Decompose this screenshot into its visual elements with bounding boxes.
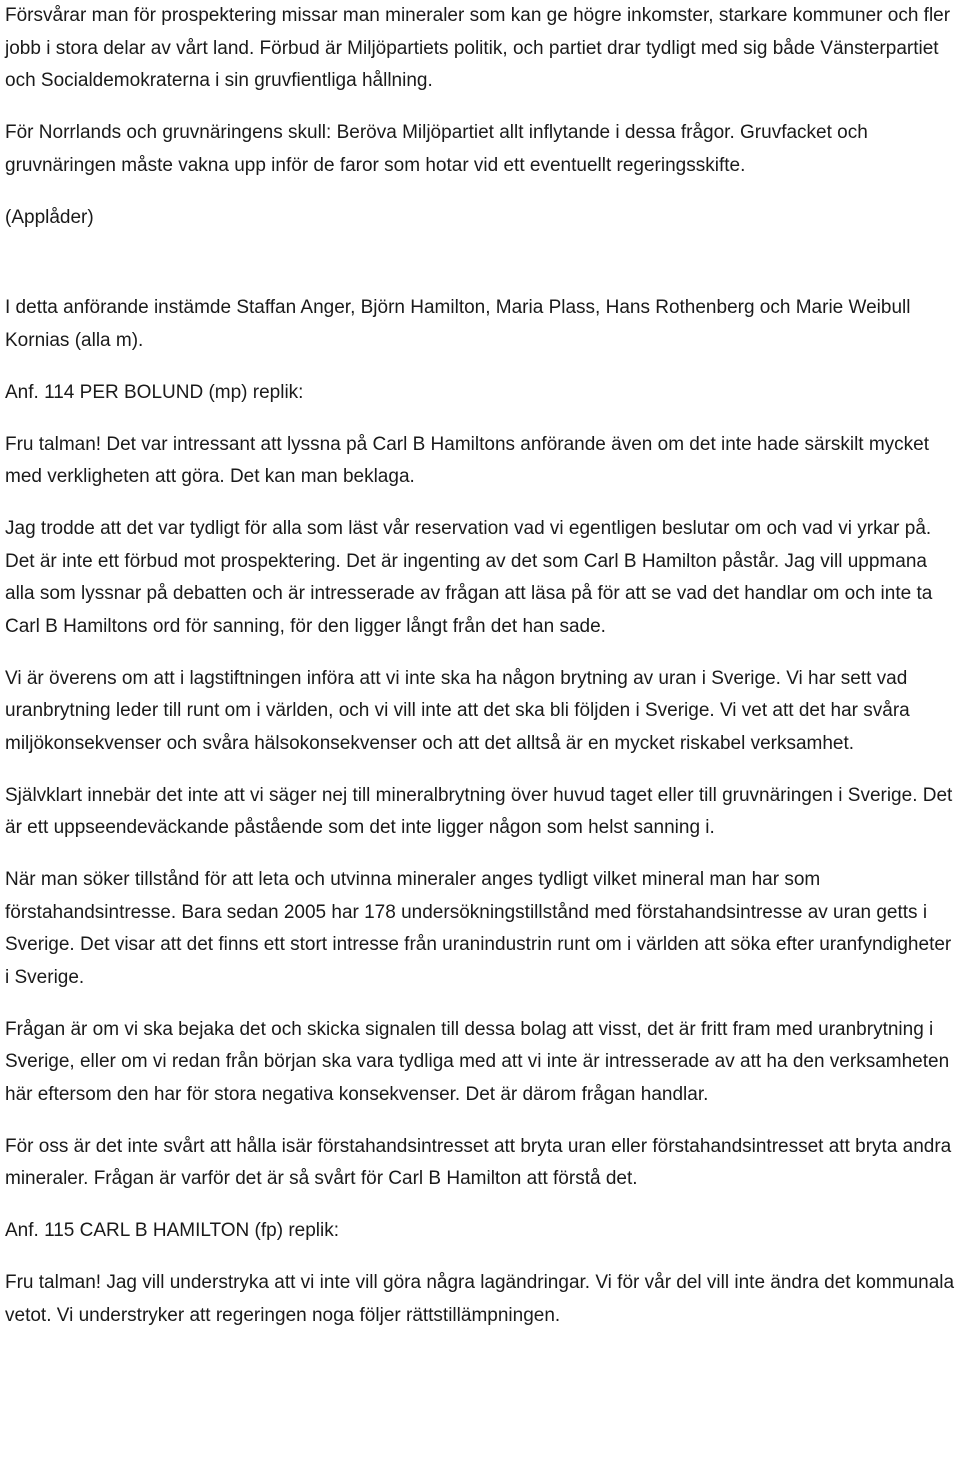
paragraph: För Norrlands och gruvnäringens skull: Beröva Miljöpartiet allt inflytande i dessa frågor. Gruvfacket och gruvnäringen måste vakna upp inför de faror som hotar vid ett eventuellt regeringsskifte. (5, 122, 868, 176)
paragraph: Vi är överens om att i lagstiftningen införa att vi inte ska ha någon brytning av uran i Sverige. Vi har sett vad uranbrytning leder till runt om i världen, och vi vill inte att det ska bli följden i Sverige. Vi vet att det har svåra miljökonsekvenser och svåra hälsokonsekvenser och att det alltså är en mycket riskabel verksamhet. (5, 667, 910, 754)
paragraph: För oss är det inte svårt att hålla isär förstahandsintresset att bryta uran eller förstahandsintresset att bryta andra mineraler. Frågan är varför det är så svårt för Carl B Hamilton att förstå det. (5, 1135, 952, 1189)
speaker-heading: Anf. 115 CARL B HAMILTON (fp) replik: (5, 1220, 340, 1241)
paragraph: När man söker tillstånd för att leta och utvinna mineraler anges tydligt vilket mineral man har som förstahandsintresse. Bara sedan 2005 har 178 undersökningstillstånd med förstahandsintresse av uran getts i Sverige. Det visar att det finns ett stort intresse från uranindustrin runt om i världen att söka efter uranfyndigheter i Sverige. (5, 869, 952, 988)
applause-note: (Applåder) (5, 206, 94, 228)
paragraph: Frågan är om vi ska bejaka det och skicka signalen till dessa bolag att visst, det är fritt fram med uranbrytning i Sverige, eller om vi redan från början ska vara tydliga med att vi inte är intresserade av att ha den verksamheten här eftersom den har för stora negativa konsekvenser. Det är därom frågan handlar. (5, 1018, 950, 1105)
paragraph: I detta anförande instämde Staffan Anger, Björn Hamilton, Maria Plass, Hans Rothenberg och Marie Weibull Kornias (alla m). (5, 297, 911, 351)
paragraph: Självklart innebär det inte att vi säger nej till mineralbrytning över huvud taget eller till gruvnäringen i Sverige. Det är ett uppseendeväckande påstående som det inte ligger någon som helst sanning i. (5, 784, 953, 838)
paragraph: Försvårar man för prospektering missar man mineraler som kan ge högre inkomster, starkare kommuner och fler jobb i stora delar av vårt land. Förbud är Miljöpartiets politik, och partiet drar tydligt med sig både Vänsterpartiet och Socialdemokraterna i sin gruvfientliga hållning. (5, 5, 951, 91)
paragraph: Fru talman! Jag vill understryka att vi inte vill göra några lagändringar. Vi för vår del vill inte ändra det kommunala vetot. Vi understryker att regeringen noga följer rättstillämpningen. (5, 1272, 955, 1326)
paragraph: Jag trodde att det var tydligt för alla som läst vår reservation vad vi egentligen beslutar om och vad vi yrkar på. Det är inte ett förbud mot prospektering. Det är ingenting av det som Carl B Hamilton påstår. Jag vill uppmana alla som lyssnar på debatten och är intresserade av frågan att läsa på för att se vad det handlar om och inte ta Carl B Hamiltons ord för sanning, för den ligger långt från det han sade. (5, 518, 933, 637)
paragraph: Fru talman! Det var intressant att lyssna på Carl B Hamiltons anförande även om det inte hade särskilt mycket med verkligheten att göra. Det kan man beklaga. (5, 433, 930, 487)
speaker-heading: Anf. 114 PER BOLUND (mp) replik: (5, 381, 304, 403)
document-body (5, 0, 957, 1352)
